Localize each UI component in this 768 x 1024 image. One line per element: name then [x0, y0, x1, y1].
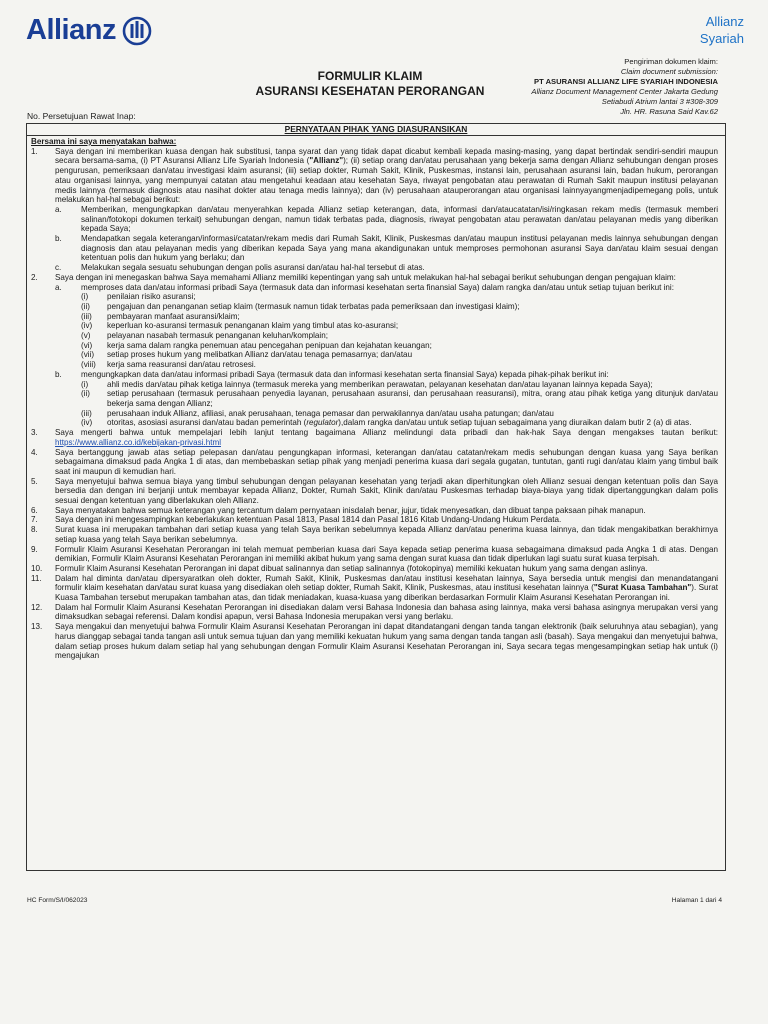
- roman-item: [81, 350, 718, 360]
- form-code: HC Form/S/I/062023: [27, 897, 88, 904]
- item-text-bold: "Surat Kuasa Tambahan": [593, 583, 692, 593]
- item-number: 8.: [31, 525, 38, 535]
- allianz-eagle-icon: [122, 16, 152, 46]
- item-number: 12.: [31, 602, 43, 612]
- address-line-2: Setiabudi Atrium lantai 3 #308-309: [601, 97, 718, 106]
- sub-item-letter: b.: [55, 234, 62, 244]
- roman-number: (v): [81, 331, 91, 341]
- item-number: 13.: [31, 622, 43, 632]
- sub-item: [55, 283, 718, 370]
- sub-item-intro: mengungkapkan data dan/atau informasi pribadi Saya (termasuk data dan informasi kesehatan serta finansial Saya) kepada pihak-pihak berikut ini:: [81, 369, 609, 379]
- list-item: [31, 622, 718, 661]
- item-text: Surat kuasa ini merupakan tambahan dari setiap kuasa yang telah Saya berikan sebelumnya kepada Allianz dan/atau penerima kuasa lainnya, dan tidak mengakibatkan berakhirnya setiap kuasa yang telah Saya berikan sebelumnya.: [55, 525, 718, 544]
- allianz-logo: [26, 14, 152, 47]
- item-text: Formulir Klaim Asuransi Kesehatan Perorangan ini telah memuat pemberian kuasa dari Saya kepada setiap penerima kuasa sebagaimana dimaksud pada Angka 1 di atas. Dengan demikian, Formulir Klaim Asuransi Kesehatan Perorangan ini memiliki akibat hukum yang sama dengan surat kuasa dan tidak diperlukan lagi suatu surat kuasa terpisah.: [55, 544, 718, 564]
- submission-address: [418, 57, 718, 117]
- roman-item: [81, 389, 718, 408]
- sub-item-text: Memberikan, mengungkapkan dan/atau menyerahkan kepada Allianz setiap keterangan, data, informasi dan/ataucatatan/isi/ringkasan rekam medis (termasuk memberi salinan/fotokopi dokumen terkait) sehubungan dengan, namun tidak terbatas pada, diagnosis, riwayat pengobatan atau perawatan dan/atau pelayanan medis yang diberikan kepada Saya;: [81, 204, 718, 234]
- item-text: Saya mengakui dan menyetujui bahwa Formulir Klaim Asuransi Kesehatan Perorangan ini dapat ditandatangani dengan tanda tangan elektronik (baik seluruhnya atau sebagian), yang harus dianggap sebagai tanda tangan asli untuk semua tujuan dan yang memiliki kekuatan hukum yang sama dengan tanda tangan asli (basah). Saya mengakui dan menyetujui bahwa, dalam setiap proses hukum dalam setiap hal yang sehubungan dengan Formulir Klaim Asuransi Kesehatan Perorangan ini, Saya secara tegas mengesampingkan setiap hak untuk (i) mengajukan: [55, 622, 718, 661]
- item-number: 11.: [31, 573, 42, 583]
- list-item: [31, 147, 718, 273]
- item-text: [55, 428, 718, 447]
- sub-item-letter: c.: [55, 263, 62, 273]
- item-text-part: Saya dengan ini memberikan kuasa dengan hak substitusi, tanpa syarat dan yang tidak dapat dicabut kembali kepada masing-masing, yang dapat bertindak sendiri-sendiri maupun secara bersama-sama, (i) PT Asuransi Allianz Life Syariah Indonesia (: [55, 146, 718, 166]
- list-item: [31, 428, 718, 447]
- submission-label-en: Claim document submission:: [620, 67, 718, 76]
- declaration-intro: Bersama ini saya menyatakan bahwa:: [31, 137, 177, 146]
- item-number: 5.: [31, 476, 38, 486]
- privacy-policy-link[interactable]: https://www.allianz.co.id/kebijakan-privasi.html: [55, 437, 221, 447]
- sub-item-text: Melakukan segala sesuatu sehubungan dengan polis asuransi dan/atau hal-hal tersebut di atas.: [81, 263, 425, 273]
- roman-item: [81, 380, 718, 390]
- item-text-bold: "Allianz": [309, 156, 344, 166]
- list-item: [31, 545, 718, 564]
- roman-number: (ii): [81, 301, 90, 311]
- roman-text-italic: regulator: [306, 418, 339, 428]
- item-number: 10.: [31, 563, 43, 573]
- roman-text: [107, 418, 718, 428]
- list-item: [31, 564, 718, 574]
- approval-number-label: No. Persetujuan Rawat Inap:: [27, 111, 136, 121]
- list-item: [31, 574, 718, 603]
- roman-item: [81, 292, 718, 302]
- list-item: [31, 525, 718, 544]
- item-number: 6.: [31, 505, 38, 515]
- item-number: 1.: [31, 146, 38, 156]
- address-line-1: Allianz Document Management Center Jakarta Gedung: [531, 87, 718, 96]
- roman-item: [81, 341, 718, 351]
- roman-item: [81, 409, 718, 419]
- roman-number: (i): [81, 292, 89, 302]
- list-item: [31, 273, 718, 428]
- brand-syariah: [700, 13, 744, 47]
- address-line-3: Jln. HR. Rasuna Said Kav.62: [620, 107, 718, 116]
- item-text: Saya menyetujui bahwa semua biaya yang timbul sehubungan dengan pelayanan kesehatan yang terjadi akan diperhitungkan oleh Allianz sesuai dengan ketentuan polis dan Saya bersedia dan dengan ini berjanji untuk membayar kepada Allianz, Dokter, Rumah Sakit, Klinik dan/atau Puskesmas terhadap biaya-biaya yang tidak dipertanggungkan dalam polis sesuai dengan ketentuan yang diberlakukan oleh Allianz.: [55, 476, 718, 506]
- roman-number: (iv): [81, 321, 93, 331]
- roman-number: (ii): [81, 389, 90, 399]
- list-item: [31, 603, 718, 622]
- item-text: Saya bertanggung jawab atas setiap pelepasan dan/atau pengungkapan informasi, keterangan dan/atau catatan/rekam medis sehubungan dengan kuasa yang Saya berikan sebagaimana dimaksud pada Angka 1 di atas, dan membebaskan setiap pihak yang menjadi penerima kuasa dari segala gugatan, tuntutan, ganti rugi dan/atau klaim yang timbul baik saat ini maupun di kemudian hari.: [55, 447, 718, 476]
- roman-text: penilaian risiko asuransi;: [107, 292, 196, 302]
- page-number: Halaman 1 dari 4: [671, 897, 722, 904]
- roman-text: kerja sama dalam rangka penemuan atau pencegahan penipuan dan kejahatan keuangan;: [107, 340, 432, 350]
- roman-number: (i): [81, 379, 89, 389]
- roman-number: (iii): [81, 408, 92, 418]
- list-item: [31, 515, 718, 525]
- roman-item: [81, 312, 718, 322]
- item-number: 3.: [31, 428, 38, 438]
- item-text-part: ); (ii) setiap orang dan/atau perusahaan yang bekerja sama dengan Allianz sehubungan dengan proses pengurusan, pemeriksaan dan/atau investigasi klaim asuransi; (iii) setiap dokter, Rumah Sakit, Klinik, Puskesmas, instansi lain, perusahaan asuransi lain, badan hukum, perorangan atau organisasi lainnya, yang mempunyai catatan atau mengetahui keadaan atau kesehatan Saya, riwayat pengobatan atau perawatan di Rumah Sakit maupun institusi pelayanan medis lainnya (termasuk diagnosis atau nasihat dokter atau tenaga medis lainnya); dan (iv) perusahaan atauperorangan atau organisasi lainnyayangmenjadipemegang polis, untuk melakukan hal-hal sebagai berikut:: [55, 156, 718, 205]
- sub-item: [55, 205, 718, 234]
- roman-text: keperluan ko-asuransi termasuk penanganan klaim yang timbul atas ko-asuransi;: [107, 321, 399, 331]
- section-title: PERNYATAAN PIHAK YANG DIASURANSIKAN: [26, 123, 726, 136]
- sub-item: [55, 370, 718, 428]
- item-text: Formulir Klaim Asuransi Kesehatan Perorangan ini dapat dibuat salinannya dan setiap salinannya (fotokopinya) memiliki kekuatan hukum yang sama dengan aslinya.: [55, 563, 648, 573]
- item-number: 2.: [31, 272, 38, 282]
- sub-item-letter: a.: [55, 282, 62, 292]
- item-text: Saya dengan ini mengesampingkan keberlakukan ketentuan Pasal 1813, Pasal 1814 dan Pasal 1816 Kitab Undang-Undang Hukum Perdata.: [55, 515, 562, 525]
- company-name: PT ASURANSI ALLIANZ LIFE SYARIAH INDONESIA: [534, 77, 718, 86]
- sub-item-text: [81, 283, 718, 370]
- roman-item: [81, 418, 718, 428]
- roman-text: setiap perusahaan (termasuk perusahaan penyedia layanan, perusahaan asuransi, dan perusahaan reasuransi), mitra, orang atau pihak ketiga yang ditunjuk dan/atau bekerja sama dengan Allianz;: [107, 389, 718, 408]
- declaration-body: [31, 137, 718, 661]
- list-item: [31, 448, 718, 477]
- sub-item-letter: a.: [55, 204, 62, 214]
- sub-item-text: [81, 370, 718, 428]
- sub-item: [55, 234, 718, 263]
- submission-label: Pengiriman dokumen klaim:: [624, 57, 718, 66]
- item-text: Saya menyatakan bahwa semua keterangan yang tercantum dalam pernyataan inisdalah benar, jujur, tidak menyesatkan, dan dibuat tanpa paksaan pihak manapun.: [55, 505, 646, 515]
- roman-number: (viii): [81, 360, 96, 370]
- item-text: [55, 147, 718, 273]
- list-item: [31, 506, 718, 516]
- logo-text: Allianz: [26, 14, 116, 46]
- roman-text: kerja sama reasuransi dan/atau retrosesi.: [107, 360, 256, 370]
- roman-item: [81, 360, 718, 370]
- roman-text: pelayanan nasabah termasuk penanganan keluhan/komplain;: [107, 331, 328, 341]
- roman-text: ahli medis dan/atau pihak ketiga lainnya (termasuk mereka yang memberikan perawatan, pelayanan kesehatan dan/atau layanan lainnya kepada Saya);: [107, 379, 653, 389]
- item-number: 9.: [31, 544, 38, 554]
- roman-number: (vi): [81, 340, 93, 350]
- item-text: [55, 574, 718, 603]
- item-text: [55, 273, 718, 428]
- list-item: [31, 477, 718, 506]
- roman-text-part: ),dalam rangka dan/atau untuk setiap tujuan sebagaimana yang diuraikan dalam butir 2 (a) di atas.: [338, 418, 692, 428]
- roman-text: perusahaan induk Allianz, afiliasi, anak perusahaan, tenaga pemasar dan perwakilannya dan/atau usaha patungan; dan/atau: [107, 408, 554, 418]
- roman-text: pengajuan dan penanganan setiap klaim (termasuk namun tidak terbatas pada pemeriksaan dan investigasi klaim);: [107, 301, 520, 311]
- brand-line-1: Allianz: [705, 14, 744, 29]
- item-text-part: Saya dengan ini menegaskan bahwa Saya memahami Allianz memiliki kepentingan yang sah untuk melakukan hal-hal sebagai berikut sehubungan dengan pengajuan klaim:: [55, 272, 676, 282]
- roman-text: setiap proses hukum yang melibatkan Allianz dan/atau tenaga pemasarnya; dan/atau: [107, 350, 413, 360]
- roman-item: [81, 321, 718, 331]
- item-number: 4.: [31, 447, 38, 457]
- roman-item: [81, 331, 718, 341]
- roman-item: [81, 302, 718, 312]
- roman-number: (iii): [81, 311, 92, 321]
- item-text-part: ). Surat Kuasa Tambahan tersebut merupakan tambahan atas, dan tidak meniadakan, kuasa-kuasa yang diberikan berdasarkan Formulir Klaim Asuransi Kesehatan Perorangan ini.: [55, 583, 718, 603]
- item-number: 7.: [31, 515, 38, 525]
- sub-item-intro: memproses data dan/atau informasi pribadi Saya (termasuk data dan informasi kesehatan serta finansial Saya) dalam rangka dan/atau untuk setiap tujuan berikut ini:: [81, 282, 674, 292]
- sub-item: [55, 263, 718, 273]
- roman-number: (iv): [81, 418, 93, 428]
- form-title-line-1: FORMULIR KLAIM: [317, 69, 423, 83]
- item-text: Dalam hal Formulir Klaim Asuransi Kesehatan Perorangan ini disediakan dalam versi Bahasa Indonesia dan bahasa asing lainnya, maka versi bahasa asingnya merupakan versi yang dimaksudkan sebagai referensi. Dalam kondisi apapun, versi Bahasa Indonesia merupakan versi yang berlaku.: [55, 602, 718, 622]
- sub-item-letter: b.: [55, 369, 62, 379]
- brand-line-2: Syariah: [699, 31, 744, 46]
- sub-item-text: Mendapatkan segala keterangan/informasi/catatan/rekam medis dari Rumah Sakit, Klinik, Puskesmas dan/atau maupun institusi pelayanan medis lainnya sehubungan dengan diagnosis dan atau pelayanan medis yang diberikan kepada Saya yang mana akandigunakan untuk memproses permohonan asuransi Saya dan/atau klaim sesuai dengan ketentuan polis dan hukum yang berlaku; dan: [81, 234, 718, 263]
- roman-text-part: otoritas, asosiasi asuransi dan/atau badan pemerintah (: [107, 418, 307, 428]
- form-title-line-2: ASURANSI KESEHATAN PERORANGAN: [255, 84, 485, 98]
- item-text-part: Saya mengerti bahwa untuk mempelajari lebih lanjut tentang bagaimana Allianz melindungi data pribadi dan hak-hak Saya dengan mengakses tautan berikut:: [55, 428, 718, 438]
- roman-number: (vii): [81, 350, 95, 360]
- roman-text: pembayaran manfaat asuransi/klaim;: [107, 311, 240, 321]
- item-text-part: Dalam hal diminta dan/atau dipersyaratkan oleh dokter, Rumah Sakit, Klinik, Puskesmas dan/atau institusi kesehatan lainnya, Saya bersedia untuk mengisi dan menandatangani formulir klaim kesehatan dan/atau surat kuasa yang disediakan oleh setiap dokter, Rumah Sakit, Klinik, Puskesmas, atau institusi kesehatan lainnya (: [55, 573, 718, 593]
